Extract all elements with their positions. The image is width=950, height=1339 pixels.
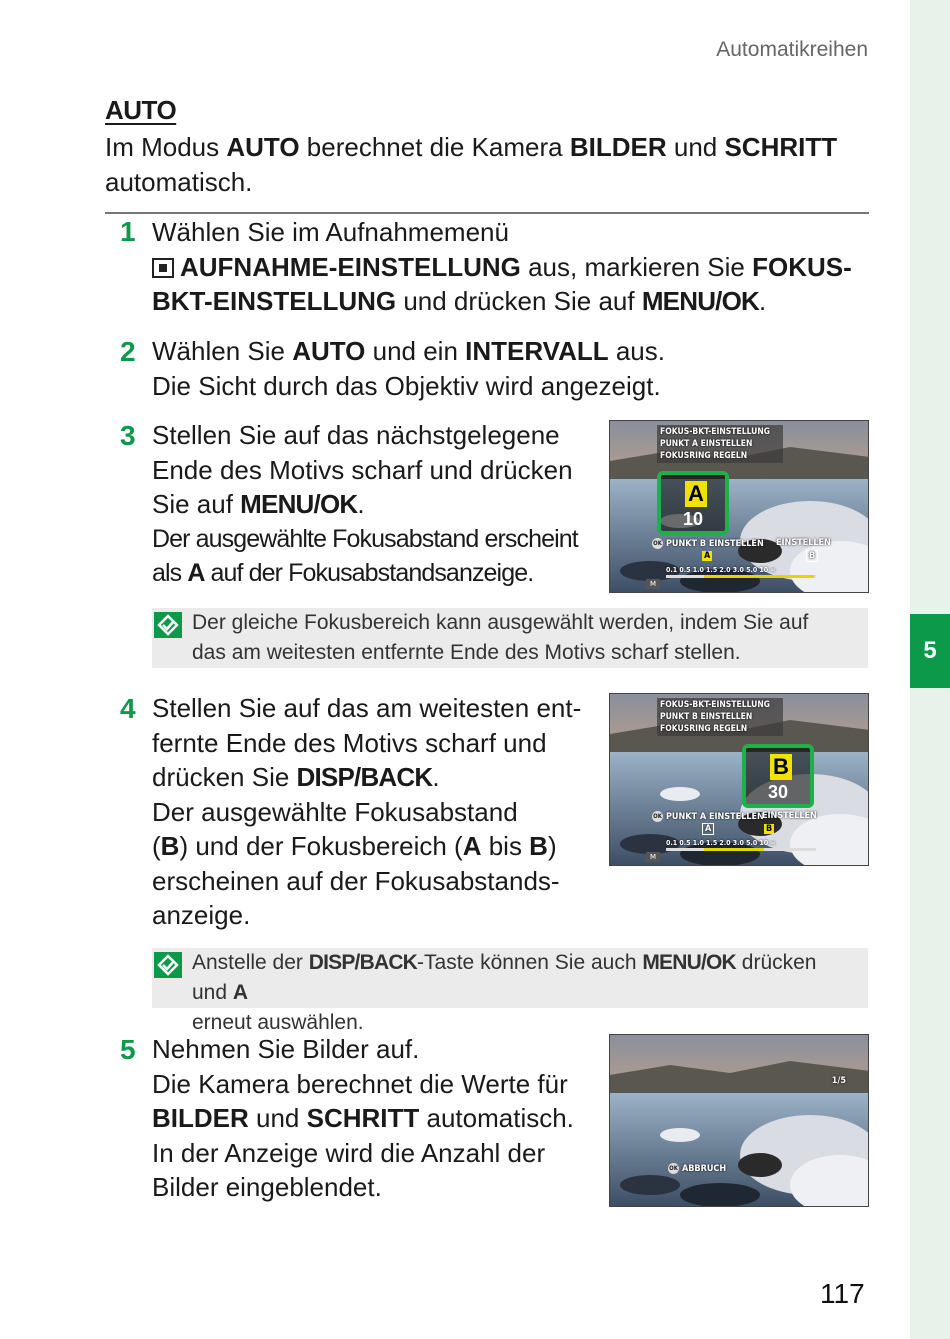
step-5-text: Nehmen Sie Bilder auf. Die Kamera berechnet die Werte für BILDER und SCHRITT automatisch. In der Anzeige wird die Anzahl der Bilder eingeblendet. bbox=[152, 1034, 574, 1202]
focus-scale-bar bbox=[666, 575, 816, 578]
step-2-text: Wählen Sie AUTO und ein INTERVALL aus. Die Sicht durch das Objektiv wird angezeigt. bbox=[152, 336, 665, 401]
step-1-text: Wählen Sie im Aufnahmemenü AUFNAHME-EINSTELLUNG aus, markieren Sie FOKUS- BKT-EINSTELLUNG und drücken Sie auf MENU/OK. bbox=[152, 217, 852, 316]
section-intro: Im Modus AUTO berechnet die Kamera BILDER und SCHRITT automatisch. bbox=[105, 132, 838, 197]
note-1: Der gleiche Fokusbereich kann ausgewählt werden, indem Sie auf das am weitesten entfernte Ende des Motivs scharf stellen. bbox=[152, 608, 868, 668]
note-2: Anstelle der DISP/BACK-Taste können Sie auch MENU/OK drücken und A erneut auswählen. bbox=[152, 948, 868, 1008]
step-4-text: Stellen Sie auf das am weitesten ent- fernte Ende des Motivs scharf und drücken Sie DISP/BACK. Der ausgewählte Fokusabstand (B) und der Fokusbereich (A bis B) erscheinen auf der Fokusabstands- anzeige. bbox=[152, 693, 582, 930]
tag-b: B bbox=[806, 550, 818, 562]
section-title: AUTO bbox=[105, 95, 177, 125]
frame-counter: 1/5 bbox=[831, 1076, 846, 1086]
note-icon bbox=[154, 952, 182, 978]
focus-marker-a: A 10 bbox=[657, 471, 729, 535]
step-2-number: 2 bbox=[120, 336, 136, 367]
step-5-number: 5 bbox=[120, 1034, 136, 1065]
page-number: 117 bbox=[820, 1278, 865, 1309]
running-head: Automatikreihen bbox=[716, 38, 868, 61]
ok-set-point-b: OK PUNKT B EINSTELLEN bbox=[653, 539, 764, 549]
focus-bkt-menu: FOKUS-BKT-EINSTELLUNG PUNKT A EINSTELLEN FOKUSRING REGELN bbox=[657, 425, 783, 463]
step-3-number: 3 bbox=[120, 420, 136, 451]
set-label: EINSTELLEN bbox=[776, 538, 831, 548]
step-4-number: 4 bbox=[120, 693, 136, 724]
note-icon bbox=[154, 612, 182, 638]
tag-a: A bbox=[702, 823, 714, 835]
set-label: EINSTELLEN bbox=[762, 811, 817, 821]
focus-distance-scale: 0.1 0.5 1.0 1.5 2.0 3.0 5.0 10 ∞ bbox=[666, 839, 776, 847]
ok-set-point-a: OK PUNKT A EINSTELLEN bbox=[653, 812, 764, 822]
tag-b: B bbox=[766, 824, 773, 834]
tag-a: A bbox=[704, 551, 711, 561]
mode-badge: M bbox=[646, 852, 660, 862]
camera-screen-shooting bbox=[609, 1034, 869, 1207]
landscape-photo bbox=[610, 1035, 869, 1207]
divider-rule bbox=[105, 212, 869, 214]
focus-bkt-menu: FOKUS-BKT-EINSTELLUNG PUNKT B EINSTELLEN FOKUSRING REGELN bbox=[657, 698, 783, 736]
camera-screen-point-a bbox=[609, 420, 869, 593]
camera-icon bbox=[152, 258, 174, 278]
focus-distance-scale: 0.1 0.5 1.0 1.5 2.0 3.0 5.0 10 ∞ bbox=[666, 566, 776, 574]
focus-marker-b: B 30 bbox=[742, 744, 814, 808]
chapter-tab: 5 bbox=[910, 614, 950, 688]
mode-badge: M bbox=[646, 579, 660, 589]
camera-screen-point-b bbox=[609, 693, 869, 866]
ok-cancel: OK ABBRUCH bbox=[669, 1164, 727, 1174]
step-1-number: 1 bbox=[120, 216, 136, 247]
step-3-text: Stellen Sie auf das nächstgelegene Ende des Motivs scharf und drücken Sie auf MENU/OK. Der ausgewählte Fokusabstand erscheint als A auf der Fokusabstandsanzeige. bbox=[152, 420, 578, 587]
focus-scale-bar bbox=[666, 848, 816, 851]
